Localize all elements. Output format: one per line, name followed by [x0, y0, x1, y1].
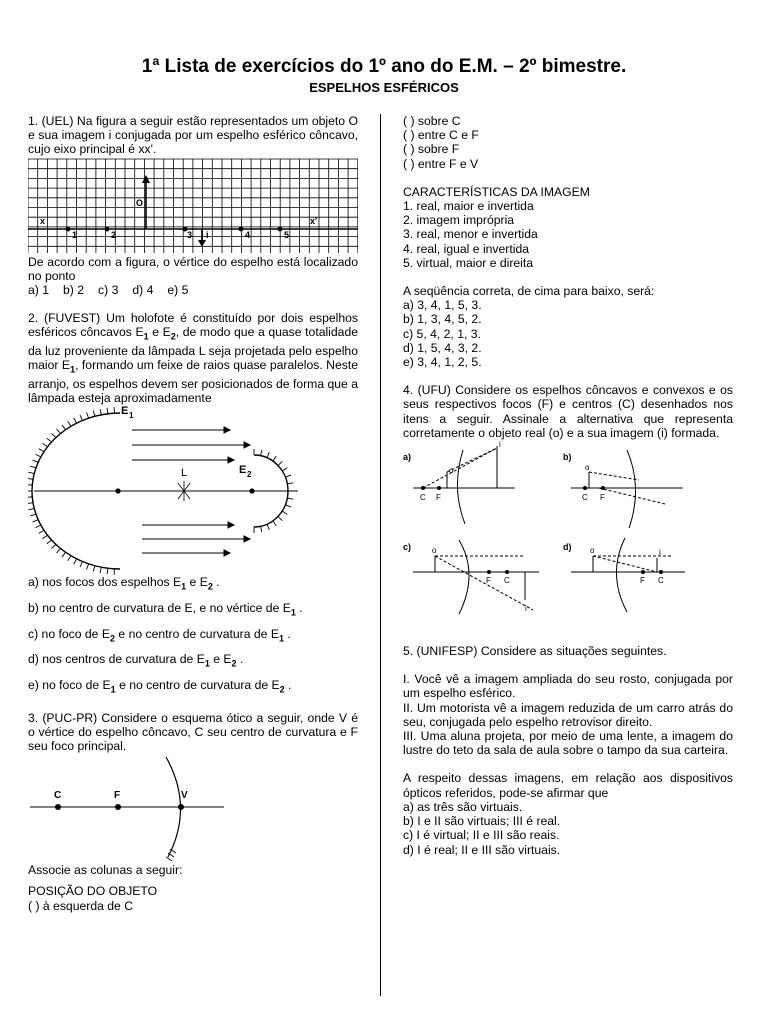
left-column — [28, 114, 358, 913]
svg-text:o: o — [585, 463, 590, 473]
q3-option-b[interactable]: b) 1, 3, 4, 5, 2. — [403, 312, 482, 327]
q3-char-item: 2. imagem imprópria — [403, 213, 515, 228]
page-subtitle: ESPELHOS ESFÉRICOS — [309, 80, 459, 95]
q3-label-f: F — [114, 790, 121, 802]
q5-option-b[interactable]: b) I e II são virtuais; III é real. — [403, 814, 561, 829]
q5-option-d[interactable]: d) I é real; II e III são virtuais. — [403, 842, 561, 857]
svg-text:F: F — [486, 576, 491, 586]
svg-text:o: o — [432, 546, 437, 556]
column-divider — [380, 114, 381, 996]
q3-char-item: 1. real, maior e invertida — [403, 199, 534, 214]
q3-pos-item[interactable]: ( ) entre F e V — [403, 156, 479, 171]
q2-option-a[interactable]: a) nos focos dos espelhos $E_1$ e $E_2$ . — [28, 575, 220, 592]
q1-option-b[interactable]: b) 2 — [63, 283, 85, 298]
svg-text:F: F — [600, 493, 605, 503]
q3-option-c[interactable]: c) 5, 4, 2, 1, 3. — [403, 326, 481, 341]
q1-options — [28, 283, 358, 297]
q4-stem: 4. (UFU) Considere os espelhos côncavos e convexos e os seus respectivos focos (F) e centros (C) desenhados nos itens a seguir. Assinale a alternativa que representa corretamente o objeto real (o) e a sua imagem (i) formada. — [403, 383, 733, 440]
svg-text:F: F — [640, 576, 645, 586]
q1-label-5: 5 — [284, 229, 290, 240]
q1-label-2: 2 — [111, 229, 117, 240]
q3-seq: A seqüência correta, de cima para baixo, será: — [403, 284, 655, 299]
q3-label-c: C — [54, 790, 62, 802]
q3-label-v: V — [181, 790, 188, 802]
q3-option-e[interactable]: e) 3, 4, 1, 2, 5. — [403, 355, 482, 370]
q4-label-c: c) — [403, 542, 412, 553]
q4-figures — [403, 440, 733, 630]
q1-option-c[interactable]: c) 3 — [98, 283, 119, 298]
q3-pos-item[interactable]: ( ) entre C e F — [403, 128, 479, 143]
q1-stem: 1. (UEL) Na figura a seguir estão representados um objeto O e sua imagem i conjugada por um espelho esférico côncavo, cujo eixo principal é xx'. — [28, 114, 358, 157]
q2-label-l: L — [181, 467, 188, 480]
q3-pos-item[interactable]: ( ) sobre C — [403, 114, 461, 128]
q1-label-xp: x' — [310, 215, 318, 226]
q3-pos-item[interactable]: ( ) à esquerda de C — [28, 898, 134, 913]
q5-option-c[interactable]: c) I é virtual; II e III são reais. — [403, 828, 560, 843]
q4-label-a: a) — [403, 452, 412, 463]
q3-option-a[interactable]: a) 3, 4, 1, 5, 3. — [403, 298, 482, 313]
q3-pos-title: POSIÇÃO DO OBJETO — [28, 884, 158, 899]
q2-stem: 2. (FUVEST) Um holofote é constituído por dois espelhos esféricos côncavos $E_1$ e $E_2$, de modo que a quase totalidade da luz proveniente da lâmpada L seja projetada pelo espelho maior $E_1$, formando um feixe de raios quase paralelos. Neste arranjo, os espelhos devem ser posicionados de forma que a lâmpada esteja aproximadamente — [28, 311, 359, 406]
svg-text:C: C — [658, 576, 664, 586]
q3-pos-item[interactable]: ( ) sobre F — [403, 142, 460, 157]
q3-mirror-figure — [28, 753, 358, 863]
q2-holofote-figure — [28, 405, 358, 575]
q5-option-a[interactable]: a) as três são virtuais. — [403, 799, 523, 814]
q1-label-4: 4 — [245, 229, 251, 240]
svg-text:i: i — [525, 604, 527, 614]
q1-option-e[interactable]: e) 5 — [167, 283, 189, 298]
q3-char-title: CARACTERÍSTICAS DA IMAGEM — [403, 184, 590, 199]
q4-label-d: d) — [563, 542, 572, 553]
q3-char-item: 4. real, igual e invertida — [403, 241, 530, 256]
q1-grid-figure — [28, 157, 358, 255]
q5-item: II. Um motorista vê a imagem reduzida de um carro atrás do seu, conjugada pelo espelho retrovisor direito. — [403, 700, 733, 729]
q2-option-e[interactable]: e) no foco de $E_1$ e no centro de curvatura de $E_2$ . — [28, 677, 292, 695]
q1-label-3: 3 — [187, 229, 193, 240]
q3-char-item: 5. virtual, maior e direita — [403, 255, 534, 270]
q3-option-d[interactable]: d) 1, 5, 4, 3, 2. — [403, 340, 482, 355]
q5-item: III. Uma aluna projeta, por meio de uma lente, a imagem do lustre do teto da sala de aula sobre o tampo da sua carteira. — [403, 729, 733, 758]
q5-item: I. Você vê a imagem ampliada do seu rosto, conjugada por um espelho esférico. — [403, 672, 733, 701]
q1-label-i: i — [206, 229, 209, 240]
q4-label-b: b) — [563, 452, 572, 463]
q1-option-a[interactable]: a) 1 — [28, 283, 50, 298]
svg-text:i: i — [659, 548, 661, 558]
q5-stem: 5. (UNIFESP) Considere as situações seguintes. — [403, 644, 667, 659]
q1-label-x: x — [40, 215, 46, 226]
q5-question: A respeito dessas imagens, em relação aos dispositivos ópticos referidos, pode-se afirmar que — [403, 771, 733, 800]
q1-label-1: 1 — [72, 229, 78, 240]
page-title: 1ª Lista de exercícios do 1º ano do E.M. – 2º bimestre. — [141, 56, 627, 77]
q3-assoc: Associe as colunas a seguir: — [28, 863, 183, 878]
svg-text:C: C — [420, 493, 426, 503]
svg-text:o: o — [449, 466, 454, 476]
svg-text:C: C — [582, 493, 588, 503]
svg-text:F: F — [436, 493, 441, 503]
svg-text:i: i — [499, 440, 501, 450]
q1-option-d[interactable]: d) 4 — [132, 283, 154, 298]
q3-char-item: 3. real, menor e invertida — [403, 227, 538, 242]
svg-text:1: 1 — [129, 411, 134, 421]
q1-label-o: O — [136, 197, 144, 208]
svg-text:o: o — [590, 546, 595, 556]
q2-label-e2: E — [239, 464, 247, 477]
right-column — [403, 114, 733, 857]
svg-text:C: C — [504, 576, 510, 586]
q2-option-c[interactable]: c) no foco de $E_2$ e no centro de curvatura de $E_1$ . — [28, 626, 291, 644]
q2-option-b[interactable]: b) no centro de curvatura de E, e no vértice de $E_1$ . — [28, 600, 303, 618]
q2-label-e1: E — [121, 405, 129, 418]
q1-question: De acordo com a figura, o vértice do espelho está localizado no ponto — [28, 254, 358, 283]
q2-option-d[interactable]: d) nos centros de curvatura de $E_1$ e $E_2$ . — [28, 652, 244, 669]
svg-text:2: 2 — [247, 470, 252, 480]
q3-stem: 3. (PUC-PR) Considere o esquema ótico a seguir, onde V é o vértice do espelho côncavo, C seu centro de curvatura e F seu foco principal. — [28, 710, 358, 753]
